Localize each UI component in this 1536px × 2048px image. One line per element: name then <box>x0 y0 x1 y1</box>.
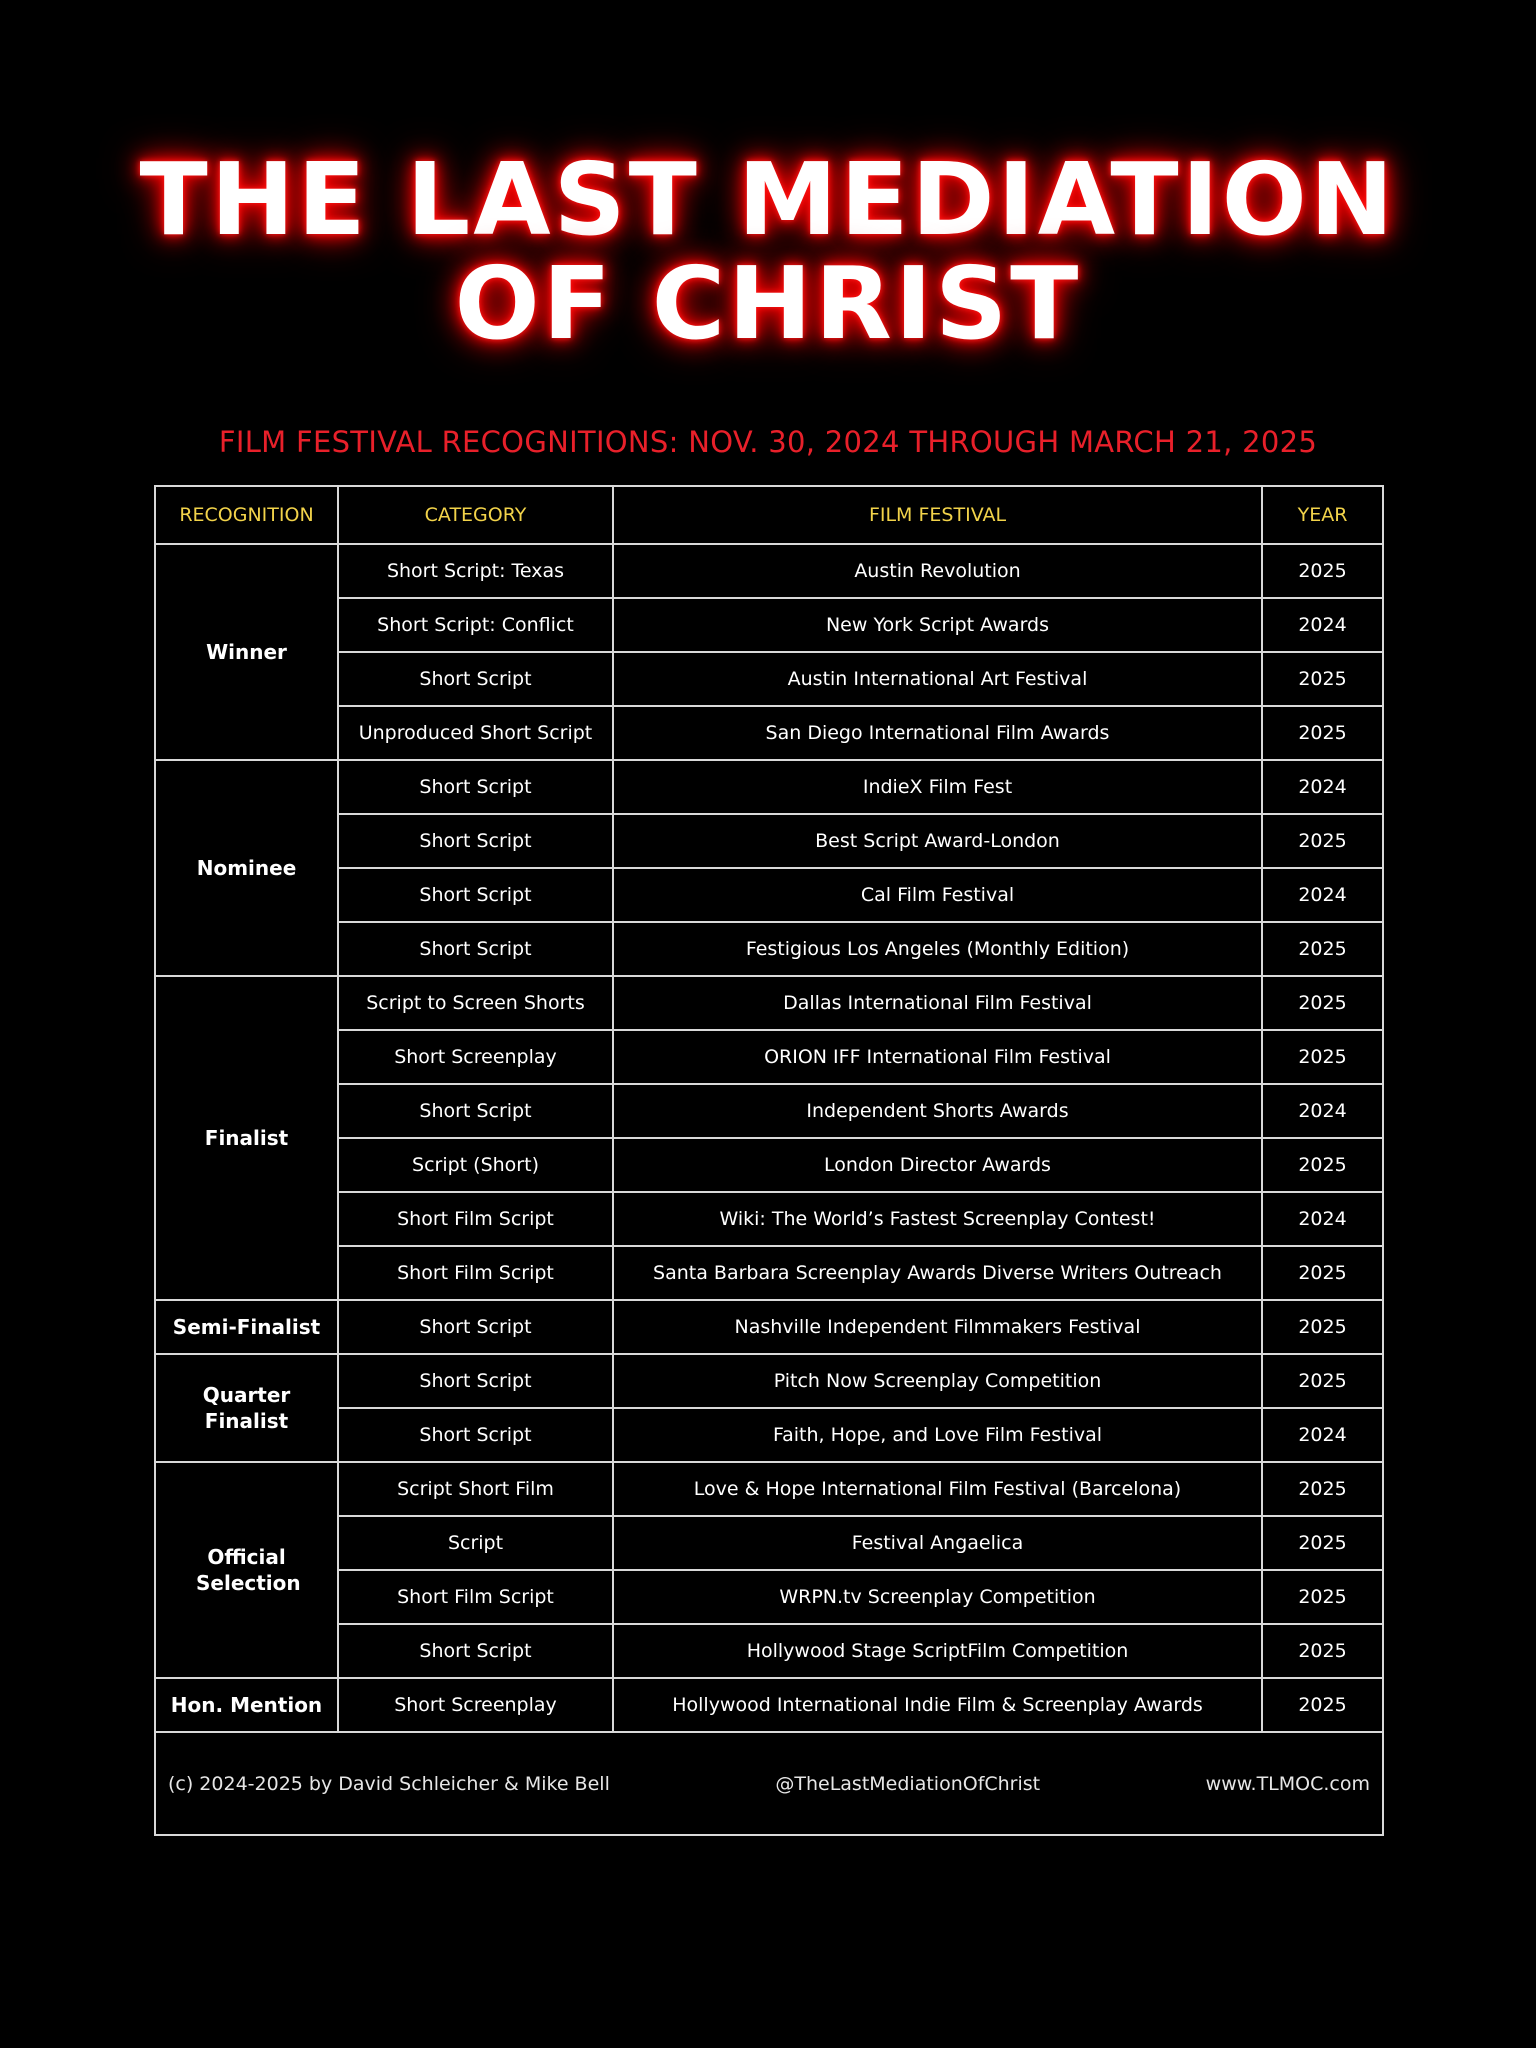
festival-cell: Faith, Hope, and Love Film Festival <box>613 1408 1262 1462</box>
festival-cell: Austin Revolution <box>613 544 1262 598</box>
category-cell: Short Screenplay <box>338 1678 613 1732</box>
year-cell: 2025 <box>1262 922 1383 976</box>
festival-cell: Independent Shorts Awards <box>613 1084 1262 1138</box>
category-cell: Script Short Film <box>338 1462 613 1516</box>
festival-cell: Best Script Award-London <box>613 814 1262 868</box>
table-row <box>155 1624 1383 1678</box>
footer-handle[interactable]: @TheLastMediationOfChrist <box>775 1772 1041 1795</box>
table-row <box>155 1516 1383 1570</box>
year-cell: 2024 <box>1262 1084 1383 1138</box>
category-cell: Unproduced Short Script <box>338 706 613 760</box>
header-recognition: RECOGNITION <box>155 486 338 544</box>
category-cell: Script <box>338 1516 613 1570</box>
year-cell: 2024 <box>1262 1408 1383 1462</box>
table-row <box>155 868 1383 922</box>
recognition-cell: Winner <box>155 544 338 760</box>
table-row <box>155 1192 1383 1246</box>
table-body <box>155 544 1383 1732</box>
year-cell: 2024 <box>1262 760 1383 814</box>
festival-cell: Festival Angaelica <box>613 1516 1262 1570</box>
festival-cell: Austin International Art Festival <box>613 652 1262 706</box>
year-cell: 2025 <box>1262 1624 1383 1678</box>
category-cell: Short Film Script <box>338 1192 613 1246</box>
year-cell: 2025 <box>1262 976 1383 1030</box>
festival-cell: Pitch Now Screenplay Competition <box>613 1354 1262 1408</box>
festival-cell: Hollywood Stage ScriptFilm Competition <box>613 1624 1262 1678</box>
festival-cell: San Diego International Film Awards <box>613 706 1262 760</box>
table-row <box>155 652 1383 706</box>
category-cell: Short Script <box>338 652 613 706</box>
table-row <box>155 1030 1383 1084</box>
year-cell: 2024 <box>1262 598 1383 652</box>
footer-copyright: (c) 2024-2025 by David Schleicher & Mike Bell <box>168 1772 610 1795</box>
table-row <box>155 706 1383 760</box>
festival-cell: IndieX Film Fest <box>613 760 1262 814</box>
year-cell: 2025 <box>1262 544 1383 598</box>
category-cell: Short Script <box>338 922 613 976</box>
recognition-cell: Hon. Mention <box>155 1678 338 1732</box>
recognition-cell: Official Selection <box>155 1462 338 1678</box>
year-cell: 2025 <box>1262 1570 1383 1624</box>
table-row <box>155 1462 1383 1516</box>
festival-cell: WRPN.tv Screenplay Competition <box>613 1570 1262 1624</box>
table-row <box>155 1570 1383 1624</box>
table-row <box>155 598 1383 652</box>
festival-cell: Love & Hope International Film Festival (Barcelona) <box>613 1462 1262 1516</box>
header-year: YEAR <box>1262 486 1383 544</box>
poster-title <box>0 141 1536 362</box>
category-cell: Short Film Script <box>338 1246 613 1300</box>
year-cell: 2025 <box>1262 1246 1383 1300</box>
subtitle: FILM FESTIVAL RECOGNITIONS: NOV. 30, 2024 THROUGH MARCH 21, 2025 <box>218 425 1318 459</box>
category-cell: Short Script <box>338 1354 613 1408</box>
recognition-cell: Quarter Finalist <box>155 1354 338 1462</box>
year-cell: 2025 <box>1262 1138 1383 1192</box>
category-cell: Short Script <box>338 814 613 868</box>
year-cell: 2025 <box>1262 1354 1383 1408</box>
table-row <box>155 760 1383 814</box>
category-cell: Short Script: Texas <box>338 544 613 598</box>
year-cell: 2024 <box>1262 1192 1383 1246</box>
recognitions-table <box>154 485 1384 1836</box>
footer-cell <box>155 1732 1383 1835</box>
year-cell: 2025 <box>1262 706 1383 760</box>
category-cell: Short Screenplay <box>338 1030 613 1084</box>
header-category: CATEGORY <box>338 486 613 544</box>
year-cell: 2025 <box>1262 1678 1383 1732</box>
festival-cell: Santa Barbara Screenplay Awards Diverse Writers Outreach <box>613 1246 1262 1300</box>
category-cell: Script to Screen Shorts <box>338 976 613 1030</box>
category-cell: Short Script <box>338 1408 613 1462</box>
category-cell: Script (Short) <box>338 1138 613 1192</box>
table-header-row <box>155 486 1383 544</box>
festival-cell: Wiki: The World’s Fastest Screenplay Contest! <box>613 1192 1262 1246</box>
footer <box>156 1773 1382 1795</box>
header-festival: FILM FESTIVAL <box>613 486 1262 544</box>
table-row <box>155 1354 1383 1408</box>
year-cell: 2025 <box>1262 652 1383 706</box>
table-row <box>155 922 1383 976</box>
year-cell: 2024 <box>1262 868 1383 922</box>
recognition-cell: Finalist <box>155 976 338 1300</box>
footer-website[interactable]: www.TLMOC.com <box>1205 1772 1370 1795</box>
year-cell: 2025 <box>1262 1300 1383 1354</box>
title-line-1: THE LAST MEDIATION <box>139 141 1397 258</box>
table-row <box>155 1246 1383 1300</box>
festival-cell: Festigious Los Angeles (Monthly Edition) <box>613 922 1262 976</box>
title-line-2: OF CHRIST <box>454 245 1082 362</box>
year-cell: 2025 <box>1262 814 1383 868</box>
table-row <box>155 544 1383 598</box>
festival-cell: Nashville Independent Filmmakers Festival <box>613 1300 1262 1354</box>
recognition-cell: Nominee <box>155 760 338 976</box>
recognition-cell: Semi-Finalist <box>155 1300 338 1354</box>
category-cell: Short Script: Conflict <box>338 598 613 652</box>
category-cell: Short Script <box>338 868 613 922</box>
table-row <box>155 1084 1383 1138</box>
year-cell: 2025 <box>1262 1030 1383 1084</box>
footer-row <box>155 1732 1383 1835</box>
table-row <box>155 1408 1383 1462</box>
festival-cell: ORION IFF International Film Festival <box>613 1030 1262 1084</box>
category-cell: Short Script <box>338 1624 613 1678</box>
festival-cell: Dallas International Film Festival <box>613 976 1262 1030</box>
category-cell: Short Film Script <box>338 1570 613 1624</box>
recognitions-table-container <box>154 485 1382 1836</box>
festival-cell: Hollywood International Indie Film & Screenplay Awards <box>613 1678 1262 1732</box>
table-row <box>155 1138 1383 1192</box>
category-cell: Short Script <box>338 1084 613 1138</box>
festival-cell: London Director Awards <box>613 1138 1262 1192</box>
year-cell: 2025 <box>1262 1462 1383 1516</box>
table-row <box>155 1300 1383 1354</box>
table-row <box>155 1678 1383 1732</box>
table-row <box>155 814 1383 868</box>
year-cell: 2025 <box>1262 1516 1383 1570</box>
festival-cell: New York Script Awards <box>613 598 1262 652</box>
table-row <box>155 976 1383 1030</box>
category-cell: Short Script <box>338 760 613 814</box>
category-cell: Short Script <box>338 1300 613 1354</box>
festival-cell: Cal Film Festival <box>613 868 1262 922</box>
